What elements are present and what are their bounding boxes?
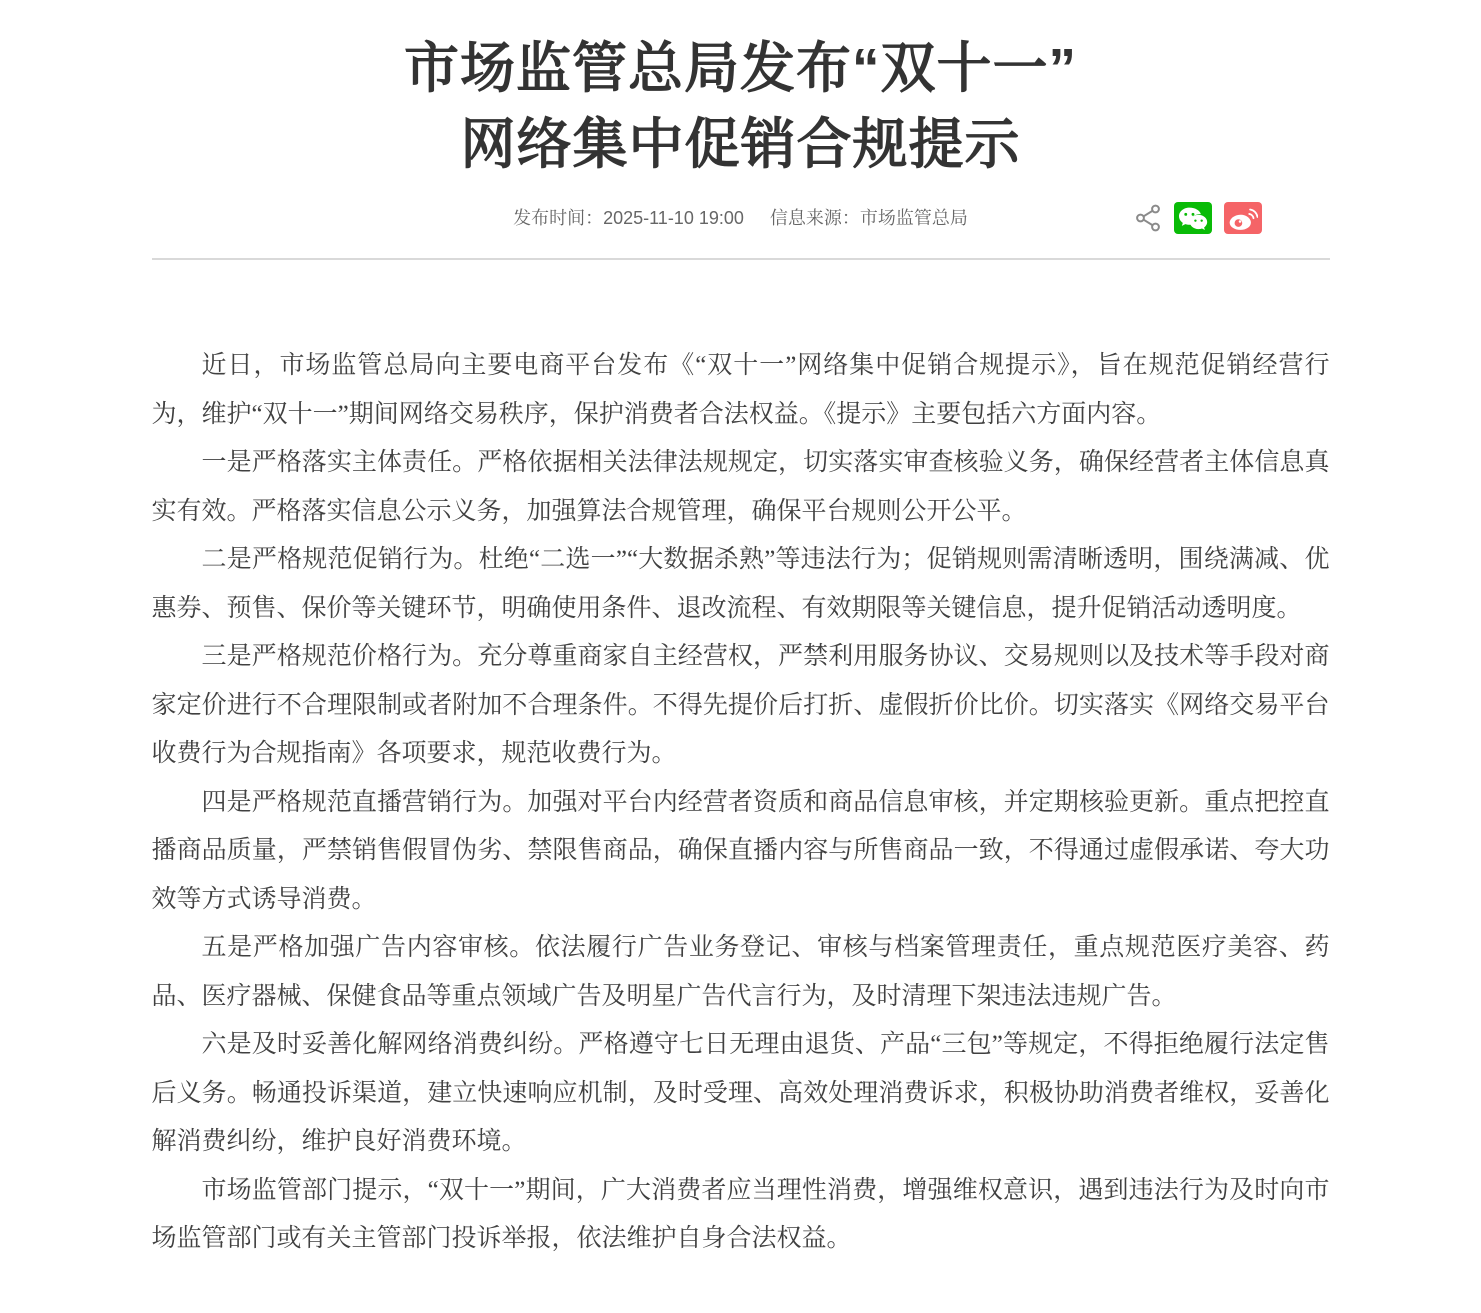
paragraph-closing: 市场监管部门提示，“双十一”期间，广大消费者应当理性消费，增强维权意识，遇到违法行为及时向市场监管部门或有关主管部门投诉举报，依法维护自身合法权益。	[151, 1176, 1330, 1252]
divider	[152, 258, 1330, 260]
title-line-2: 网络集中促销合规提示	[460, 113, 1021, 175]
weibo-share-button[interactable]	[1224, 202, 1262, 234]
paragraph-item-1: 一是严格落实主体责任。严格依据相关法律法规规定，切实落实审查核验义务，确保经营者主体信息真实有效。严格落实信息公示义务，加强算法合规管理，确保平台规则公开公平。	[151, 449, 1330, 525]
paragraph-item-4: 四是严格规范直播营销行为。加强对平台内经营者资质和商品信息审核，并定期核验更新。重点把控直播商品质量，严禁销售假冒伪劣、禁限售商品，确保直播内容与所售商品一致，不得通过虚假承诺、夸大功效等方式诱导消费。	[151, 788, 1330, 913]
paragraph-item-2: 二是严格规范促销行为。杜绝“二选一”“大数据杀熟”等违法行为；促销规则需清晰透明，围绕满减、优惠券、预售、保价等关键环节，明确使用条件、退改流程、有效期限等关键信息，提升促销活动透明度。	[151, 546, 1330, 622]
weibo-icon	[1228, 206, 1258, 231]
paragraph-item-5: 五是严格加强广告内容审核。依法履行广告业务登记、审核与档案管理责任，重点规范医疗美容、药品、医疗器械、保健食品等重点领域广告及明星广告代言行为，及时清理下架违法违规广告。	[151, 934, 1330, 1010]
share-bar	[1134, 202, 1262, 234]
paragraph-item-3: 三是严格规范价格行为。充分尊重商家自主经营权，严禁利用服务协议、交易规则以及技术等手段对商家定价进行不合理限制或者附加不合理条件。不得先提价后打折、虚假折价比价。切实落实《网络交易平台收费行为合规指南》各项要求，规范收费行为。	[151, 643, 1330, 767]
source-value: 市场监管总局	[859, 208, 968, 228]
article-page	[152, 30, 1330, 1302]
meta-row	[152, 200, 1330, 236]
share-icon	[1135, 204, 1161, 232]
paragraph-intro: 近日，市场监管总局向主要电商平台发布《“双十一”网络集中促销合规提示》，旨在规范促销经营行为，维护“双十一”期间网络交易秩序，保护消费者合法权益。《提示》主要包括六方面内容。	[151, 352, 1330, 428]
page-title	[152, 30, 1330, 182]
title-line-1: 市场监管总局发布“双十一”	[403, 37, 1077, 99]
wechat-share-button[interactable]	[1174, 202, 1212, 234]
source-label: 信息来源：	[769, 208, 860, 228]
wechat-icon	[1178, 206, 1208, 231]
publish-time-value: 2025-11-10 19:00	[603, 208, 744, 228]
article-body	[152, 342, 1330, 1302]
share-button[interactable]	[1134, 203, 1162, 233]
publish-time-label: 发布时间：	[513, 208, 604, 228]
paragraph-item-6: 六是及时妥善化解网络消费纠纷。严格遵守七日无理由退货、产品“三包”等规定，不得拒绝履行法定售后义务。畅通投诉渠道，建立快速响应机制，及时受理、高效处理消费诉求，积极协助消费者维权，妥善化解消费纠纷，维护良好消费环境。	[151, 1031, 1330, 1155]
